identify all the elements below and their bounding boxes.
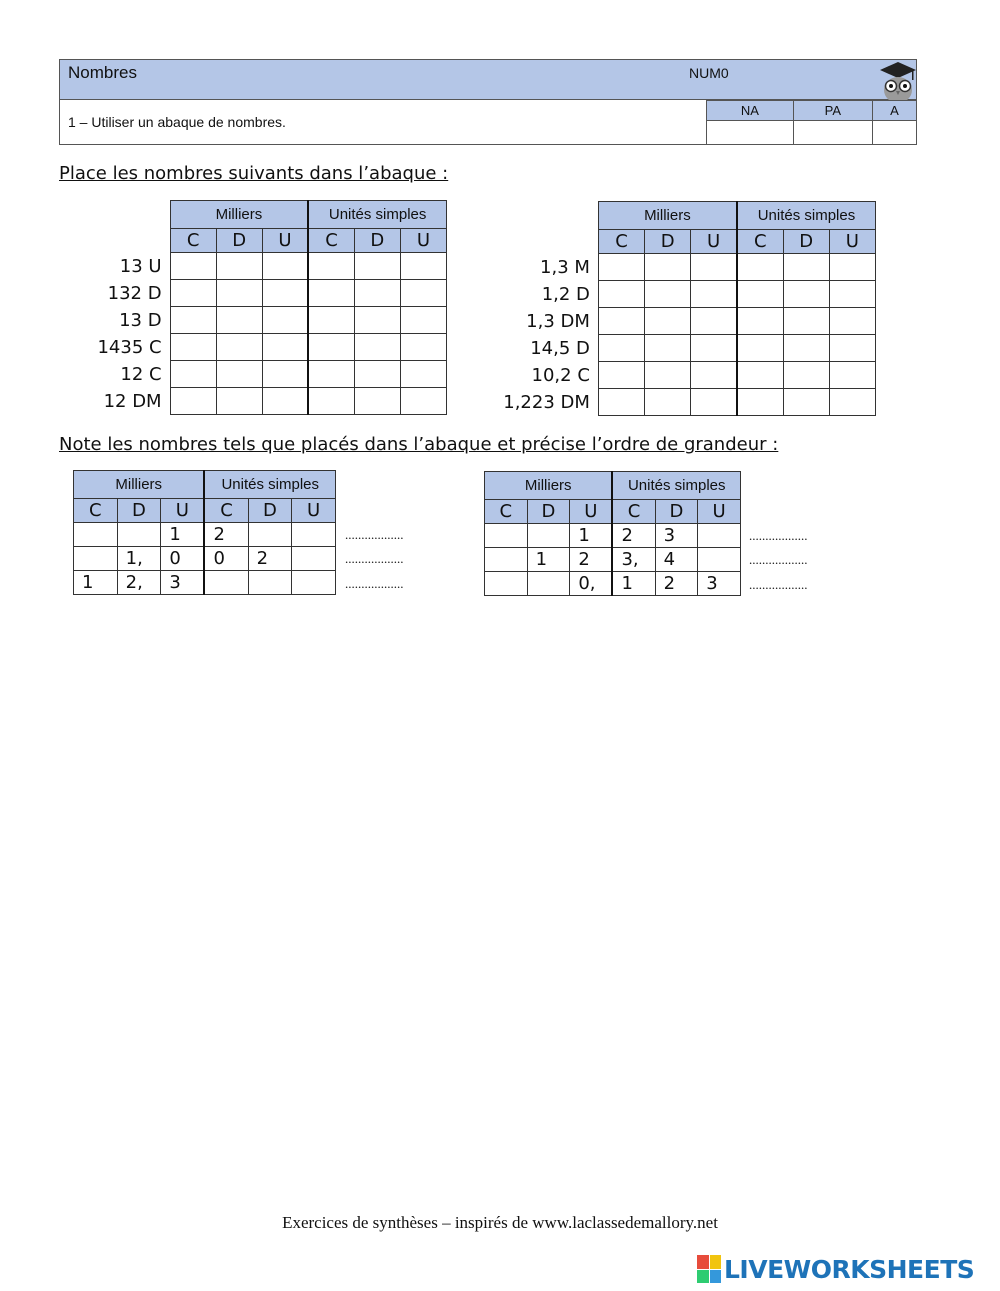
digit-cell: 0 — [204, 547, 248, 571]
digit-cell[interactable] — [783, 389, 829, 416]
digit-cell: 3 — [698, 572, 741, 596]
digit-cell: 3 — [161, 571, 205, 595]
digit-cell[interactable] — [783, 254, 829, 281]
column-header: C — [170, 229, 216, 253]
digit-cell[interactable] — [400, 253, 446, 280]
digit-cell[interactable] — [829, 362, 875, 389]
digit-cell[interactable] — [262, 253, 308, 280]
abacus-row — [488, 254, 876, 281]
digit-cell[interactable] — [737, 389, 783, 416]
answer-line[interactable]: .................. — [749, 577, 808, 592]
digit-cell[interactable] — [691, 335, 737, 362]
abacus-row — [488, 335, 876, 362]
digit-cell[interactable] — [216, 334, 262, 361]
abacus-row — [485, 548, 741, 572]
digit-cell[interactable] — [354, 388, 400, 415]
digit-cell[interactable] — [354, 280, 400, 307]
digit-cell: 1 — [161, 523, 205, 547]
digit-cell: 4 — [655, 548, 698, 572]
digit-cell[interactable] — [598, 335, 644, 362]
digit-cell[interactable] — [598, 389, 644, 416]
corner-blank — [80, 229, 170, 253]
digit-cell[interactable] — [170, 388, 216, 415]
group-header: Milliers — [598, 202, 737, 230]
digit-cell[interactable] — [737, 281, 783, 308]
abacus-table-right — [488, 201, 876, 416]
digit-cell[interactable] — [262, 361, 308, 388]
digit-cell: 2 — [612, 524, 655, 548]
digit-cell[interactable] — [262, 307, 308, 334]
digit-cell[interactable] — [598, 254, 644, 281]
liveworksheets-mark-icon — [697, 1255, 721, 1283]
digit-cell[interactable] — [783, 308, 829, 335]
corner-blank — [80, 201, 170, 229]
group-header: Unités simples — [612, 472, 740, 500]
eval-header-pa: PA — [793, 101, 872, 121]
liveworksheets-wordmark: LIVEWORKSHEETS — [724, 1254, 975, 1284]
digit-cell[interactable] — [170, 280, 216, 307]
digit-cell[interactable] — [262, 334, 308, 361]
number-label: 14,5 D — [530, 337, 590, 359]
group-header: Unités simples — [204, 471, 335, 499]
digit-cell[interactable] — [170, 334, 216, 361]
digit-cell: 2 — [248, 547, 292, 571]
group-header: Milliers — [485, 472, 613, 500]
digit-cell[interactable] — [400, 334, 446, 361]
column-header: D — [354, 229, 400, 253]
column-header: D — [783, 230, 829, 254]
digit-cell — [698, 548, 741, 572]
column-header: C — [598, 230, 644, 254]
digit-cell: 2, — [117, 571, 161, 595]
column-header: U — [698, 500, 741, 524]
digit-cell[interactable] — [400, 388, 446, 415]
digit-cell[interactable] — [645, 389, 691, 416]
reading-abacus-right — [484, 471, 741, 596]
digit-cell — [248, 571, 292, 595]
digit-cell[interactable] — [737, 254, 783, 281]
abacus-row — [80, 280, 447, 307]
column-header: C — [308, 229, 354, 253]
column-header: D — [248, 499, 292, 523]
footer-credit: Exercices de synthèses – inspirés de www.laclassedemallory.net — [282, 1213, 718, 1232]
digit-cell[interactable] — [691, 362, 737, 389]
header-band — [60, 60, 916, 100]
digit-cell — [527, 524, 570, 548]
digit-cell[interactable] — [645, 335, 691, 362]
column-header: U — [161, 499, 205, 523]
number-label: 1435 C — [97, 336, 162, 358]
abacus-row — [485, 524, 741, 548]
header-code: NUM0 — [689, 65, 729, 81]
corner-blank — [488, 202, 598, 230]
column-header: C — [485, 500, 528, 524]
digit-cell[interactable] — [216, 388, 262, 415]
digit-cell[interactable] — [262, 388, 308, 415]
column-header: D — [216, 229, 262, 253]
digit-cell — [292, 523, 336, 547]
digit-cell — [485, 548, 528, 572]
digit-cell[interactable] — [308, 307, 354, 334]
digit-cell[interactable] — [829, 308, 875, 335]
abacus-row — [80, 361, 447, 388]
eval-box-a[interactable] — [872, 121, 916, 145]
digit-cell: 1 — [570, 524, 613, 548]
digit-cell[interactable] — [400, 280, 446, 307]
digit-cell — [117, 523, 161, 547]
digit-cell — [74, 547, 118, 571]
number-label: 12 C — [120, 363, 162, 385]
group-header: Milliers — [74, 471, 205, 499]
digit-cell[interactable] — [691, 281, 737, 308]
number-label: 132 D — [107, 282, 162, 304]
digit-cell[interactable] — [216, 361, 262, 388]
digit-cell[interactable] — [691, 389, 737, 416]
digit-cell[interactable] — [783, 362, 829, 389]
liveworksheets-logo — [697, 1253, 974, 1285]
digit-cell[interactable] — [737, 335, 783, 362]
digit-cell[interactable] — [308, 334, 354, 361]
exercise1-instruction: Place les nombres suivants dans l’abaque : — [59, 163, 449, 184]
digit-cell[interactable] — [737, 362, 783, 389]
digit-cell: 1 — [74, 571, 118, 595]
digit-cell[interactable] — [691, 254, 737, 281]
digit-cell: 1 — [527, 548, 570, 572]
answer-line[interactable]: .................. — [345, 576, 404, 591]
owl-graduate-icon — [878, 60, 918, 104]
digit-cell — [527, 572, 570, 596]
column-header: U — [400, 229, 446, 253]
answer-line[interactable]: .................. — [345, 527, 404, 542]
digit-cell[interactable] — [354, 361, 400, 388]
column-header: C — [74, 499, 118, 523]
header-objective: 1 – Utiliser un abaque de nombres. — [68, 114, 286, 130]
digit-cell — [485, 572, 528, 596]
digit-cell[interactable] — [308, 361, 354, 388]
number-label: 13 D — [119, 309, 162, 331]
digit-cell[interactable] — [645, 281, 691, 308]
column-header: U — [570, 500, 613, 524]
abacus-row — [74, 571, 336, 595]
digit-cell[interactable] — [783, 281, 829, 308]
digit-cell: 1, — [117, 547, 161, 571]
abacus-row — [74, 523, 336, 547]
digit-cell[interactable] — [598, 308, 644, 335]
digit-cell: 2 — [655, 572, 698, 596]
column-header: D — [645, 230, 691, 254]
number-label: 1,3 DM — [526, 310, 590, 332]
digit-cell[interactable] — [216, 280, 262, 307]
column-header: D — [117, 499, 161, 523]
digit-cell[interactable] — [645, 308, 691, 335]
digit-cell — [292, 571, 336, 595]
column-header: C — [612, 500, 655, 524]
digit-cell[interactable] — [829, 389, 875, 416]
column-header: D — [527, 500, 570, 524]
digit-cell[interactable] — [829, 335, 875, 362]
digit-cell[interactable] — [216, 253, 262, 280]
digit-cell[interactable] — [400, 307, 446, 334]
evaluation-grid — [706, 100, 917, 145]
abacus-row — [74, 547, 336, 571]
digit-cell[interactable] — [170, 253, 216, 280]
group-header: Unités simples — [737, 202, 876, 230]
number-label: 1,2 D — [541, 283, 590, 305]
digit-cell[interactable] — [645, 254, 691, 281]
digit-cell[interactable] — [308, 253, 354, 280]
digit-cell[interactable] — [783, 335, 829, 362]
eval-header-a: A — [872, 101, 916, 121]
digit-cell[interactable] — [308, 280, 354, 307]
abacus-row — [485, 572, 741, 596]
digit-cell[interactable] — [170, 307, 216, 334]
number-label: 1,223 DM — [503, 391, 590, 413]
digit-cell: 3 — [655, 524, 698, 548]
eval-box-pa[interactable] — [793, 121, 872, 145]
exercise2-instruction: Note les nombres tels que placés dans l’abaque et précise l’ordre de grandeur : — [59, 434, 779, 455]
digit-cell[interactable] — [170, 361, 216, 388]
abacus-row — [488, 389, 876, 416]
abacus-row — [488, 281, 876, 308]
digit-cell[interactable] — [354, 253, 400, 280]
digit-cell — [292, 547, 336, 571]
number-label: 13 U — [119, 255, 162, 277]
digit-cell: 2 — [204, 523, 248, 547]
digit-cell: 0 — [161, 547, 205, 571]
number-label: 12 DM — [103, 390, 162, 412]
abacus-row — [488, 308, 876, 335]
digit-cell[interactable] — [691, 308, 737, 335]
digit-cell — [698, 524, 741, 548]
digit-cell — [485, 524, 528, 548]
digit-cell[interactable] — [308, 388, 354, 415]
skill-header — [59, 59, 917, 145]
digit-cell[interactable] — [354, 334, 400, 361]
digit-cell[interactable] — [829, 281, 875, 308]
column-header: C — [737, 230, 783, 254]
digit-cell: 0, — [570, 572, 613, 596]
column-header: C — [204, 499, 248, 523]
digit-cell — [204, 571, 248, 595]
group-header: Unités simples — [308, 201, 446, 229]
abacus-row — [80, 334, 447, 361]
abacus-row — [80, 307, 447, 334]
eval-box-na[interactable] — [707, 121, 794, 145]
digit-cell[interactable] — [829, 254, 875, 281]
digit-cell: 2 — [570, 548, 613, 572]
digit-cell[interactable] — [354, 307, 400, 334]
abacus-row — [488, 362, 876, 389]
group-header: Milliers — [170, 201, 308, 229]
digit-cell[interactable] — [598, 281, 644, 308]
column-header: U — [691, 230, 737, 254]
eval-header-na: NA — [707, 101, 794, 121]
digit-cell: 1 — [612, 572, 655, 596]
number-label: 1,3 M — [540, 256, 590, 278]
abacus-row — [80, 388, 447, 415]
digit-cell[interactable] — [216, 307, 262, 334]
abacus-row — [80, 253, 447, 280]
reading-abacus-left — [73, 470, 336, 595]
digit-cell: 3, — [612, 548, 655, 572]
column-header: U — [262, 229, 308, 253]
abacus-table-left — [80, 200, 447, 415]
number-label: 10,2 C — [531, 364, 590, 386]
corner-blank — [488, 230, 598, 254]
answer-line[interactable]: .................. — [345, 551, 404, 566]
digit-cell[interactable] — [598, 362, 644, 389]
digit-cell — [248, 523, 292, 547]
column-header: U — [829, 230, 875, 254]
column-header: D — [655, 500, 698, 524]
digit-cell — [74, 523, 118, 547]
answer-line[interactable]: .................. — [749, 528, 808, 543]
answer-line[interactable]: .................. — [749, 552, 808, 567]
header-title: Nombres — [68, 63, 137, 82]
column-header: U — [292, 499, 336, 523]
digit-cell[interactable] — [400, 361, 446, 388]
digit-cell[interactable] — [737, 308, 783, 335]
digit-cell[interactable] — [262, 280, 308, 307]
digit-cell[interactable] — [645, 362, 691, 389]
